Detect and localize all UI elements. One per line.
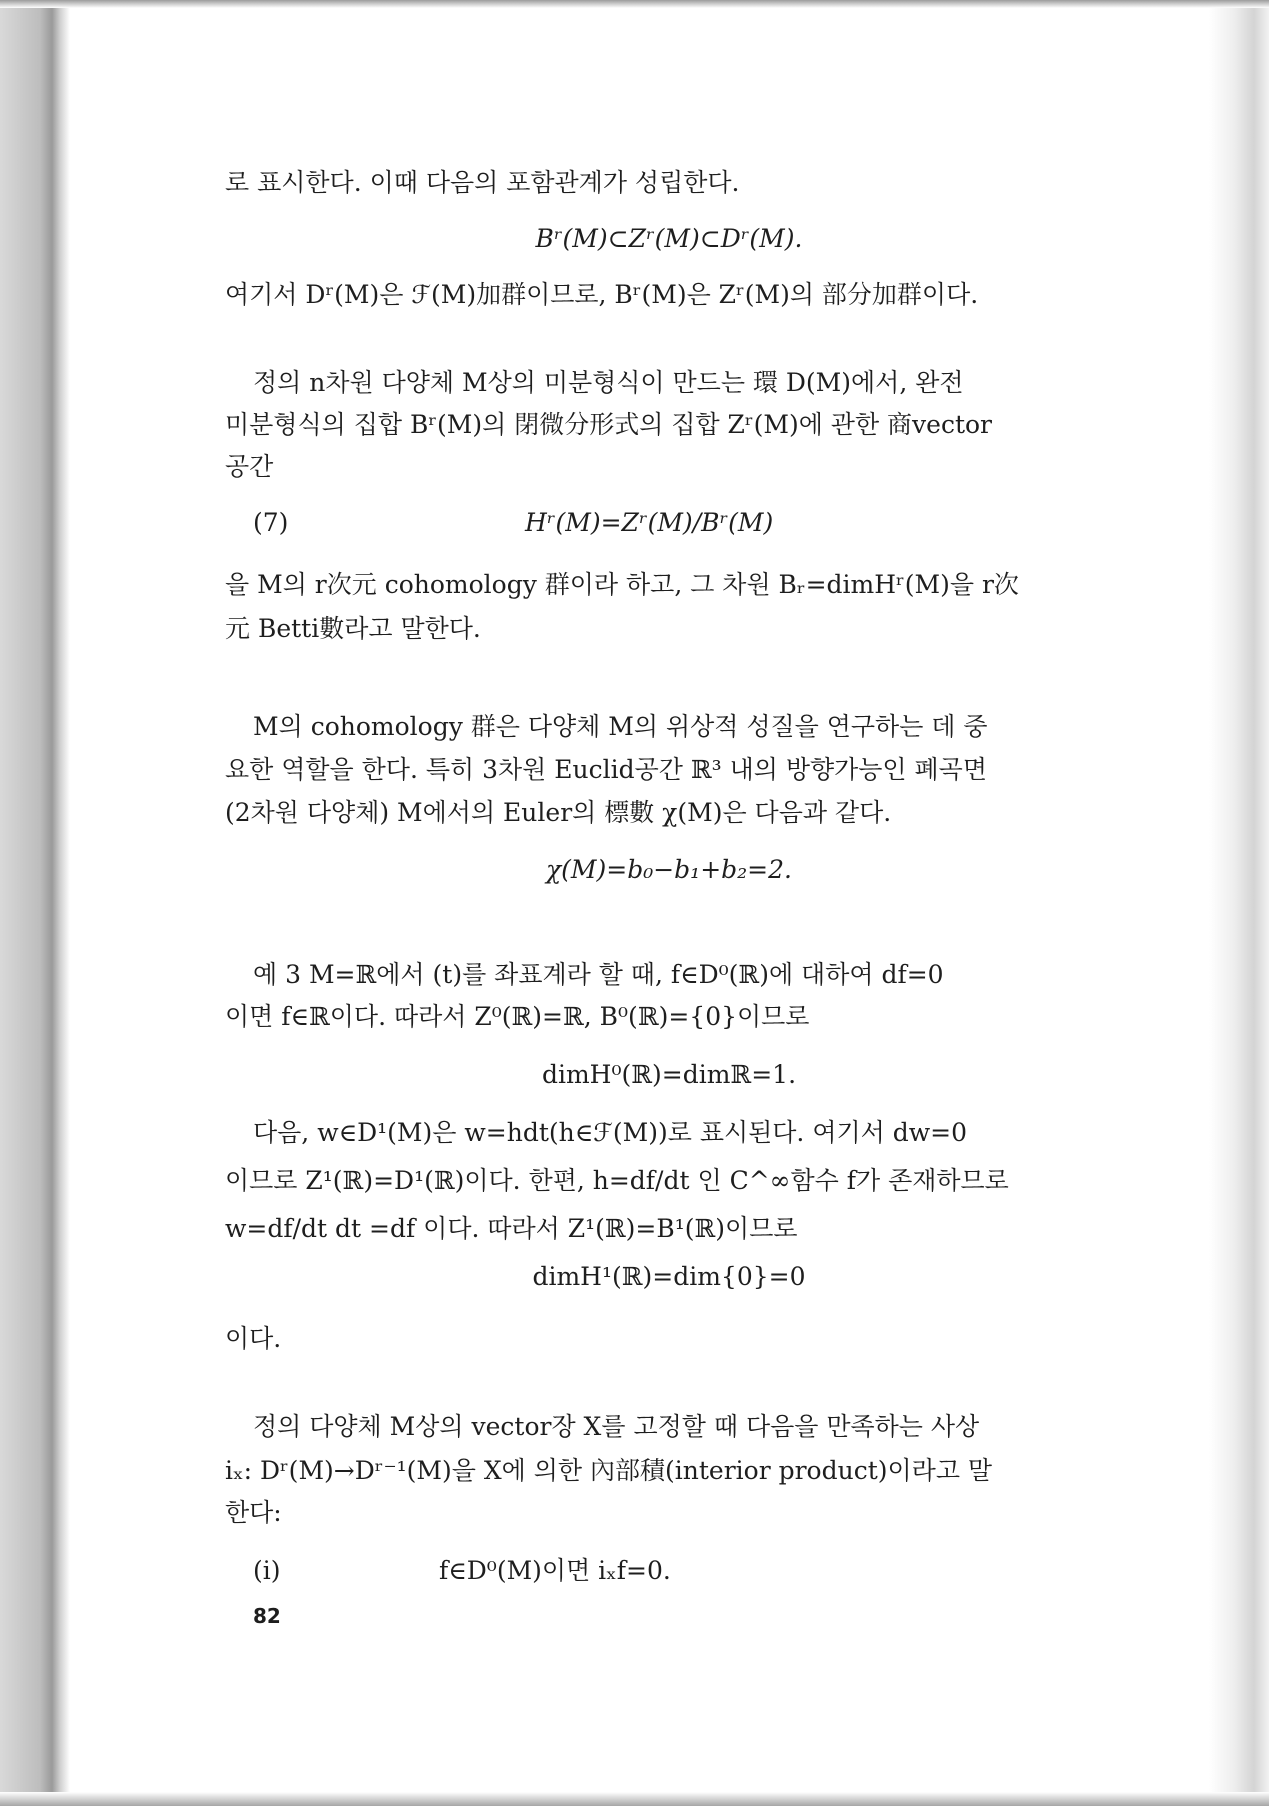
equation-dim1: dimH¹(ℝ)=dim{0}=0 [532, 1262, 806, 1291]
page-number: 82 [253, 1604, 281, 1628]
text-line: 로 표시한다. 이때 다음의 포함관계가 성립한다. [225, 168, 740, 197]
page-edge-left [0, 0, 70, 1806]
definition-line: 공간 [225, 452, 274, 481]
text-line: (2차원 다양체) M에서의 Euler의 標數 χ(M)은 다음과 같다. [225, 798, 892, 827]
text-line: 여기서 Dʳ(M)은 ℱ(M)加群이므로, Bʳ(M)은 Zʳ(M)의 部分加群이다. [225, 280, 979, 309]
text-line: M의 cohomology 群은 다양체 M의 위상적 성질을 연구하는 데 중 [253, 712, 988, 741]
equation-inclusion: Bʳ(M)⊂Zʳ(M)⊂Dʳ(M). [535, 224, 803, 253]
definition-line: iₓ: Dʳ(M)→Dʳ⁻¹(M)을 X에 의한 內部積(interior product)이라고 말 [225, 1456, 993, 1485]
definition-line: 정의 n차원 다양체 M상의 미분형식이 만드는 環 D(M)에서, 완전 [253, 368, 964, 397]
page-edge-top [0, 0, 1269, 8]
example-line: 이면 f∈ℝ이다. 따라서 Z⁰(ℝ)=ℝ, B⁰(ℝ)={0}이므로 [225, 1002, 810, 1031]
example-line: 다음, w∈D¹(M)은 w=hdt(h∈ℱ(M))로 표시된다. 여기서 dw=0 [253, 1118, 967, 1147]
text-line: 元 Betti數라고 말한다. [225, 614, 481, 643]
text-line: 요한 역할을 한다. 특히 3차원 Euclid공간 ℝ³ 내의 방향가능인 폐곡면 [225, 755, 987, 784]
equation-number: (7) [253, 508, 289, 537]
page-edge-right [1209, 0, 1269, 1806]
item-body: f∈D⁰(M)이면 iₓf=0. [439, 1556, 671, 1585]
page-edge-bottom [0, 1792, 1269, 1806]
example-line: w=df/dt dt =df 이다. 따라서 Z¹(ℝ)=B¹(ℝ)이므로 [225, 1214, 798, 1243]
item-number: (i) [253, 1556, 281, 1585]
equation-euler: χ(M)=b₀−b₁+b₂=2. [546, 855, 792, 884]
equation-body: Hʳ(M)=Zʳ(M)/Bʳ(M) [525, 508, 774, 537]
text-line: 이다. [225, 1324, 282, 1353]
definition-line: 정의 다양체 M상의 vector장 X를 고정할 때 다음을 만족하는 사상 [253, 1412, 980, 1441]
definition-line: 한다: [225, 1498, 282, 1527]
example-line: 이므로 Z¹(ℝ)=D¹(ℝ)이다. 한편, h=df/dt 인 C^∞함수 f가 존재하므로 [225, 1166, 1009, 1195]
text-line: 을 M의 r次元 cohomology 群이라 하고, 그 차원 Bᵣ=dimHʳ(M)을 r次 [225, 570, 1019, 599]
example-line: 예 3 M=ℝ에서 (t)를 좌표계라 할 때, f∈D⁰(ℝ)에 대하여 df=0 [253, 960, 944, 989]
equation-dim0: dimH⁰(ℝ)=dimℝ=1. [541, 1060, 797, 1089]
definition-line: 미분형식의 집합 Bʳ(M)의 閉微分形式의 집합 Zʳ(M)에 관한 商vector [225, 410, 993, 439]
